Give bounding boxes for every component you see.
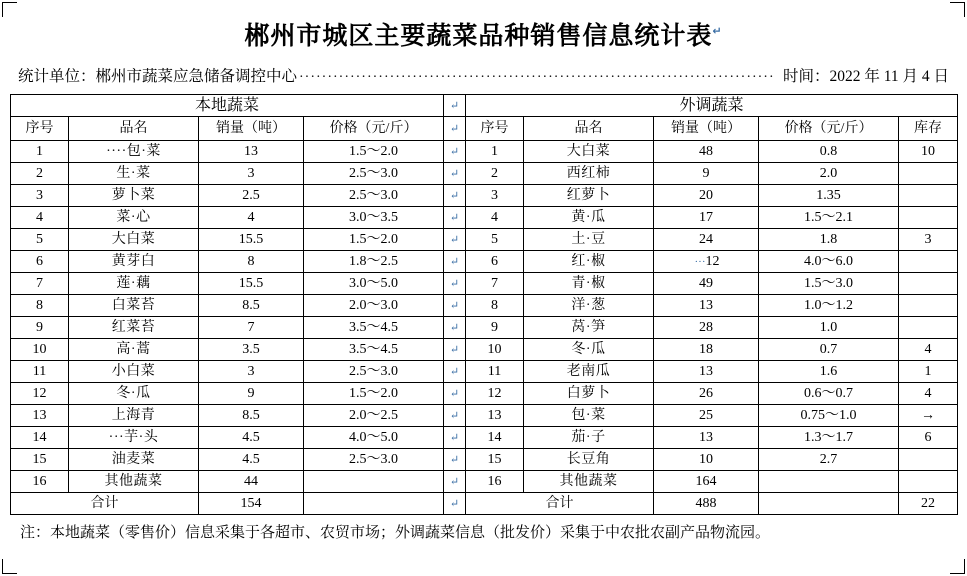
table-row [11, 339, 958, 361]
local-no: 11 [11, 361, 69, 383]
local-name: 冬·瓜 [69, 383, 199, 405]
paragraph-mark-icon: ↵ [449, 365, 460, 378]
total-row [11, 493, 958, 515]
separator-cell [444, 273, 466, 295]
local-price: 2.0～2.5 [304, 405, 444, 427]
separator-cell [444, 295, 466, 317]
local-name: 红菜苔 [69, 317, 199, 339]
page-title [10, 0, 957, 54]
external-stock: 6 [899, 427, 958, 449]
external-stock: → [899, 405, 958, 427]
local-no: 1 [11, 141, 69, 163]
local-name: 白菜苔 [69, 295, 199, 317]
external-stock [899, 449, 958, 471]
external-price: 2.7 [759, 449, 899, 471]
local-price [304, 471, 444, 493]
separator-cell [444, 427, 466, 449]
external-no: 13 [466, 405, 524, 427]
external-no: 11 [466, 361, 524, 383]
local-no: 14 [11, 427, 69, 449]
external-no: 9 [466, 317, 524, 339]
separator-cell [444, 95, 466, 117]
local-price: 3.0～5.0 [304, 273, 444, 295]
table-row [11, 251, 958, 273]
external-volume: 28 [654, 317, 759, 339]
separator-cell [444, 207, 466, 229]
header-local-no: 序号 [11, 117, 69, 141]
local-total-label: 合计 [11, 493, 199, 515]
local-price: 1.5～2.0 [304, 229, 444, 251]
paragraph-mark-icon: ↵ [449, 431, 460, 444]
local-volume: 15.5 [199, 273, 304, 295]
paragraph-mark-icon: ↵ [449, 189, 460, 202]
separator-cell [444, 141, 466, 163]
external-price [759, 471, 899, 493]
external-volume: 20 [654, 185, 759, 207]
external-price: 2.0 [759, 163, 899, 185]
local-name-prefix: ···· [106, 144, 127, 159]
paragraph-mark-icon: ↵ [449, 145, 460, 158]
local-name: 菜·心 [69, 207, 199, 229]
local-volume: 44 [199, 471, 304, 493]
local-volume: 13 [199, 141, 304, 163]
paragraph-mark-icon: ↵ [449, 453, 460, 466]
external-volume: 17 [654, 207, 759, 229]
external-price: 0.75～1.0 [759, 405, 899, 427]
table-row [11, 361, 958, 383]
paragraph-mark-icon: ↵ [449, 277, 460, 290]
local-name: 生·菜 [69, 163, 199, 185]
external-price: 0.6～0.7 [759, 383, 899, 405]
external-name: 白萝卜 [524, 383, 654, 405]
local-price: 1.5～2.0 [304, 383, 444, 405]
local-no: 10 [11, 339, 69, 361]
local-no: 16 [11, 471, 69, 493]
external-name: 老南瓜 [524, 361, 654, 383]
page-title-text: 郴州市城区主要蔬菜品种销售信息统计表 [244, 22, 713, 50]
local-name: 莲·藕 [69, 273, 199, 295]
separator-cell [444, 449, 466, 471]
external-stock [899, 295, 958, 317]
local-volume: 3 [199, 361, 304, 383]
external-name: 红·椒 [524, 251, 654, 273]
external-no: 14 [466, 427, 524, 449]
external-volume: 26 [654, 383, 759, 405]
local-volume: 4.5 [199, 449, 304, 471]
external-stock: 3 [899, 229, 958, 251]
vegetable-price-table [10, 94, 958, 515]
external-price: 1.3～1.7 [759, 427, 899, 449]
local-price: 4.0～5.0 [304, 427, 444, 449]
external-stock: 1 [899, 361, 958, 383]
external-price: 1.0～1.2 [759, 295, 899, 317]
paragraph-mark-icon: ↵ [449, 167, 460, 180]
local-no: 4 [11, 207, 69, 229]
external-name: 洋·葱 [524, 295, 654, 317]
local-name: 高·蒿 [69, 339, 199, 361]
separator-cell [444, 185, 466, 207]
external-name: 茄·子 [524, 427, 654, 449]
local-name: 大白菜 [69, 229, 199, 251]
local-no: 12 [11, 383, 69, 405]
paragraph-mark-icon: ↵ [449, 122, 460, 135]
external-name: 西红柿 [524, 163, 654, 185]
table-row [11, 229, 958, 251]
crop-mark-bottom-right [950, 559, 965, 574]
external-stock [899, 273, 958, 295]
statistics-unit-label: 统计单位：郴州市蔬菜应急储备调控中心 [18, 68, 298, 85]
header-external-name: 品名 [524, 117, 654, 141]
separator-cell [444, 493, 466, 515]
local-price: 1.8～2.5 [304, 251, 444, 273]
crop-mark-top-right [950, 2, 965, 17]
local-name: 上海青 [69, 405, 199, 427]
separator-cell [444, 251, 466, 273]
external-name: 土·豆 [524, 229, 654, 251]
local-no: 6 [11, 251, 69, 273]
external-total-stock: 22 [899, 493, 958, 515]
external-no: 5 [466, 229, 524, 251]
local-volume: 3.5 [199, 339, 304, 361]
external-name: 大白菜 [524, 141, 654, 163]
report-date: 时间：2022 年 11 月 4 日 [782, 68, 949, 85]
external-volume: 10 [654, 449, 759, 471]
external-total-price [759, 493, 899, 515]
table-row [11, 207, 958, 229]
local-no: 13 [11, 405, 69, 427]
table-row [11, 471, 958, 493]
subheader-line [10, 54, 957, 94]
separator-cell [444, 317, 466, 339]
external-name: 青·椒 [524, 273, 654, 295]
external-no: 2 [466, 163, 524, 185]
local-name-prefix: ··· [108, 430, 125, 445]
external-no: 4 [466, 207, 524, 229]
local-name-text: 芋·头 [124, 430, 159, 445]
external-no: 10 [466, 339, 524, 361]
paragraph-mark-icon: ↵ [449, 211, 460, 224]
local-price: 2.5～3.0 [304, 361, 444, 383]
external-price: 4.0～6.0 [759, 251, 899, 273]
local-price: 3.5～4.5 [304, 339, 444, 361]
external-name: 红萝卜 [524, 185, 654, 207]
external-volume [654, 251, 759, 273]
local-price: 2.5～3.0 [304, 185, 444, 207]
separator-cell [444, 163, 466, 185]
external-section-title: 外调蔬菜 [466, 95, 958, 117]
external-name: 包·菜 [524, 405, 654, 427]
separator-cell [444, 339, 466, 361]
external-total-volume: 488 [654, 493, 759, 515]
external-price: 0.7 [759, 339, 899, 361]
local-name: 萝卜菜 [69, 185, 199, 207]
separator-cell [444, 471, 466, 493]
external-no: 6 [466, 251, 524, 273]
header-local-name: 品名 [69, 117, 199, 141]
local-no: 3 [11, 185, 69, 207]
external-volume: 13 [654, 361, 759, 383]
external-volume: 13 [654, 295, 759, 317]
crop-mark-top-left [2, 2, 17, 17]
external-price: 1.35 [759, 185, 899, 207]
local-volume: 4 [199, 207, 304, 229]
table-row [11, 317, 958, 339]
paragraph-mark-icon: ↵ [449, 387, 460, 400]
paragraph-mark-icon: ↵ [449, 100, 460, 112]
external-volume: 18 [654, 339, 759, 361]
table-row [11, 405, 958, 427]
external-volume: 49 [654, 273, 759, 295]
table-row [11, 449, 958, 471]
paragraph-mark-icon: ↵ [712, 25, 723, 38]
external-stock: 10 [899, 141, 958, 163]
local-no: 7 [11, 273, 69, 295]
local-volume: 3 [199, 163, 304, 185]
external-volume: 9 [654, 163, 759, 185]
external-stock: 4 [899, 383, 958, 405]
external-price: 1.0 [759, 317, 899, 339]
table-row [11, 273, 958, 295]
external-stock [899, 471, 958, 493]
local-name: 小白菜 [69, 361, 199, 383]
local-price: 2.5～3.0 [304, 163, 444, 185]
external-stock: 4 [899, 339, 958, 361]
header-external-price: 价格（元/斤） [759, 117, 899, 141]
external-volume: 13 [654, 427, 759, 449]
paragraph-mark-icon: ↵ [449, 299, 460, 312]
separator-cell [444, 361, 466, 383]
local-price: 2.5～3.0 [304, 449, 444, 471]
paragraph-mark-icon: ↵ [449, 497, 460, 510]
external-no: 3 [466, 185, 524, 207]
header-local-price: 价格（元/斤） [304, 117, 444, 141]
external-stock [899, 317, 958, 339]
local-no: 2 [11, 163, 69, 185]
section-title-row [11, 95, 958, 117]
external-total-label: 合计 [466, 493, 654, 515]
local-volume: 8 [199, 251, 304, 273]
table-row [11, 427, 958, 449]
footnote: 注：本地蔬菜（零售价）信息采集于各超市、农贸市场；外调蔬菜信息（批发价）采集于中农批农副产品物流园。 [20, 525, 771, 541]
local-price: 3.0～3.5 [304, 207, 444, 229]
table-row [11, 163, 958, 185]
separator-cell [444, 383, 466, 405]
external-price: 1.6 [759, 361, 899, 383]
separator-cell [444, 229, 466, 251]
table-row [11, 185, 958, 207]
local-price: 3.5～4.5 [304, 317, 444, 339]
local-no: 15 [11, 449, 69, 471]
external-volume: 48 [654, 141, 759, 163]
external-volume: 25 [654, 405, 759, 427]
header-external-no: 序号 [466, 117, 524, 141]
external-price: 1.8 [759, 229, 899, 251]
external-no: 7 [466, 273, 524, 295]
table-row [11, 141, 958, 163]
header-local-volume: 销量（吨） [199, 117, 304, 141]
external-volume: 24 [654, 229, 759, 251]
local-no: 8 [11, 295, 69, 317]
local-name [69, 141, 199, 163]
external-stock [899, 207, 958, 229]
local-total-price [304, 493, 444, 515]
local-no: 5 [11, 229, 69, 251]
local-price: 2.0～3.0 [304, 295, 444, 317]
local-name [69, 427, 199, 449]
local-total-volume: 154 [199, 493, 304, 515]
local-volume: 7 [199, 317, 304, 339]
local-name: 黄芽白 [69, 251, 199, 273]
external-volume: 164 [654, 471, 759, 493]
external-name: 冬·瓜 [524, 339, 654, 361]
local-volume: 4.5 [199, 427, 304, 449]
paragraph-mark-icon: ↵ [449, 321, 460, 334]
external-name: 其他蔬菜 [524, 471, 654, 493]
external-no: 15 [466, 449, 524, 471]
local-section-title: 本地蔬菜 [11, 95, 444, 117]
local-volume: 15.5 [199, 229, 304, 251]
local-volume: 9 [199, 383, 304, 405]
external-no: 8 [466, 295, 524, 317]
local-volume: 8.5 [199, 405, 304, 427]
paragraph-mark-icon: ↵ [449, 255, 460, 268]
external-name: 黄·瓜 [524, 207, 654, 229]
external-price: 1.5～2.1 [759, 207, 899, 229]
external-volume-text: 12 [705, 253, 720, 269]
header-external-stock: 库存 [899, 117, 958, 141]
external-stock [899, 185, 958, 207]
header-external-volume: 销量（吨） [654, 117, 759, 141]
revision-mark-icon: ··· [694, 255, 706, 268]
external-no: 16 [466, 471, 524, 493]
crop-mark-bottom-left [2, 559, 17, 574]
external-no: 1 [466, 141, 524, 163]
external-no: 12 [466, 383, 524, 405]
column-header-row [11, 117, 958, 141]
local-name: 其他蔬菜 [69, 471, 199, 493]
external-name: 长豆角 [524, 449, 654, 471]
local-name: 油麦菜 [69, 449, 199, 471]
external-price: 1.5～3.0 [759, 273, 899, 295]
local-name-text: 包·菜 [126, 144, 161, 159]
paragraph-mark-icon: ↵ [449, 343, 460, 356]
separator-cell [444, 117, 466, 141]
external-stock [899, 251, 958, 273]
external-stock [899, 163, 958, 185]
paragraph-mark-icon: ↵ [449, 475, 460, 488]
local-volume: 8.5 [199, 295, 304, 317]
local-volume: 2.5 [199, 185, 304, 207]
separator-cell [444, 405, 466, 427]
dot-leader: ···················································································· [299, 70, 775, 85]
table-row [11, 295, 958, 317]
table-row [11, 383, 958, 405]
paragraph-mark-icon: ↵ [449, 233, 460, 246]
external-name: 莴·笋 [524, 317, 654, 339]
local-price: 1.5～2.0 [304, 141, 444, 163]
external-price: 0.8 [759, 141, 899, 163]
local-no: 9 [11, 317, 69, 339]
paragraph-mark-icon: ↵ [449, 409, 460, 422]
